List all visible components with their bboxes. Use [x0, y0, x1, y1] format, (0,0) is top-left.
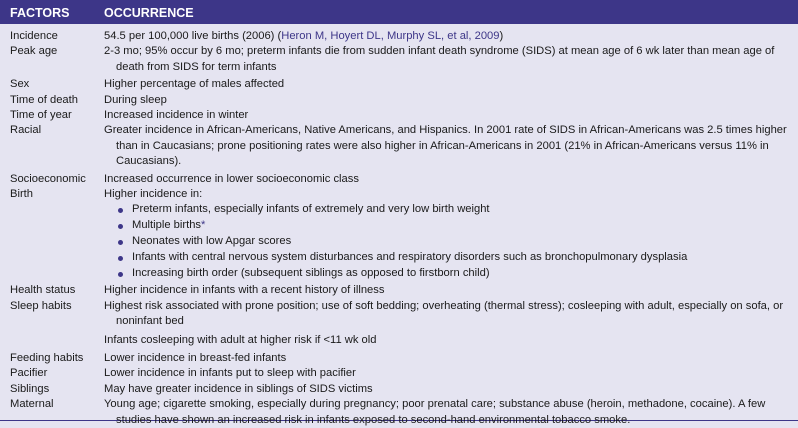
factor-label: Time of death [10, 93, 78, 106]
occurrence-text: Greater incidence in African-Americans, Native Americans, and Hispanics. In 2001 rate of SIDS in African-Americans was 2.5 times higher than in Caucasians; prone positioning rates were also higher in African-Americans in 2001 (21% in African-Americans versus 11% in Caucasians). [104, 124, 787, 168]
factor-label: Pacifier [10, 367, 48, 380]
row-maternal [0, 397, 798, 428]
factor-label: Sleep habits [10, 299, 72, 312]
row-birth [0, 187, 798, 281]
list-item: Multiple births* [104, 218, 788, 234]
birth-intro: Higher incidence in: [104, 188, 203, 201]
occurrence-text: Increased incidence in winter [104, 109, 249, 122]
birth-list [104, 202, 788, 281]
table-body [0, 24, 798, 428]
list-item: Increasing birth order (subsequent siblings as opposed to firstborn child) [104, 266, 788, 282]
list-item: Neonates with low Apgar scores [104, 234, 788, 250]
header-factors: FACTORS [10, 6, 70, 20]
factor-label: Siblings [10, 382, 50, 395]
footnote-marker[interactable]: * [201, 219, 206, 232]
row-feeding-habits [0, 351, 798, 366]
factor-label: Peak age [10, 45, 58, 58]
factor-label: Racial [10, 124, 42, 137]
occurrence-text [104, 187, 788, 281]
row-time-of-year [0, 108, 798, 123]
factor-label: Time of year [10, 109, 72, 122]
row-pacifier [0, 366, 798, 381]
occurrence-text: Increased occurrence in lower socioeconomic class [104, 172, 359, 185]
sleep-habits-text: Highest risk associated with prone position; use of soft bedding; overheating (thermal stress); cosleeping with adult, especially on sofa, or noninfant bed [104, 299, 784, 328]
occurrence-text: May have greater incidence in siblings of SIDS victims [104, 382, 373, 395]
row-sleep-habits [0, 299, 798, 348]
occurrence-text: Higher incidence in infants with a recent history of illness [104, 284, 385, 297]
factor-label: Feeding habits [10, 352, 84, 365]
row-incidence [0, 29, 798, 44]
list-item: Infants with central nervous system disturbances and respiratory disorders such as bronchopulmonary dysplasia [104, 250, 788, 266]
table-header [0, 0, 798, 24]
citation-link[interactable]: Heron M, Hoyert DL, Murphy SL, et al, 2009 [281, 30, 500, 42]
occurrence-text: Higher percentage of males affected [104, 78, 285, 91]
factor-label: Maternal [10, 398, 54, 411]
occurrence-text [104, 299, 788, 348]
row-health-status [0, 283, 798, 298]
row-socioeconomic [0, 172, 798, 187]
factor-label: Incidence [10, 30, 58, 42]
row-racial [0, 123, 798, 169]
occurrence-text: 2-3 mo; 95% occur by 6 mo; preterm infants die from sudden infant death syndrome (SIDS) at mean age of 6 wk later than mean age of death from SIDS for term infants [104, 45, 775, 73]
row-peak-age [0, 44, 798, 75]
row-sex [0, 77, 798, 92]
factor-label: Socioeconomic [10, 172, 86, 185]
occurrence-text: Lower incidence in breast-fed infants [104, 352, 287, 365]
occurrence-text: 54.5 per 100,000 live births (2006) (Heron M, Hoyert DL, Murphy SL, et al, 2009) [104, 30, 504, 42]
occurrence-text: During sleep [104, 93, 167, 106]
row-siblings [0, 382, 798, 397]
occurrence-text: Young age; cigarette smoking, especially during pregnancy; poor prenatal care; substance abuse (heroin, methadone, cocaine). A few studies have shown an increased risk in infants exposed to second-hand environmental tobacco smoke. [104, 398, 766, 426]
occurrence-text: Lower incidence in infants put to sleep with pacifier [104, 367, 356, 380]
list-item: Preterm infants, especially infants of extremely and very low birth weight [104, 202, 788, 218]
sleep-habits-text-2: Infants cosleeping with adult at higher risk if <11 wk old [104, 333, 377, 346]
row-time-of-death [0, 93, 798, 108]
factor-label: Health status [10, 284, 76, 297]
header-occurrence: OCCURRENCE [104, 6, 194, 20]
factor-label: Sex [10, 78, 30, 91]
factor-label: Birth [10, 188, 34, 201]
